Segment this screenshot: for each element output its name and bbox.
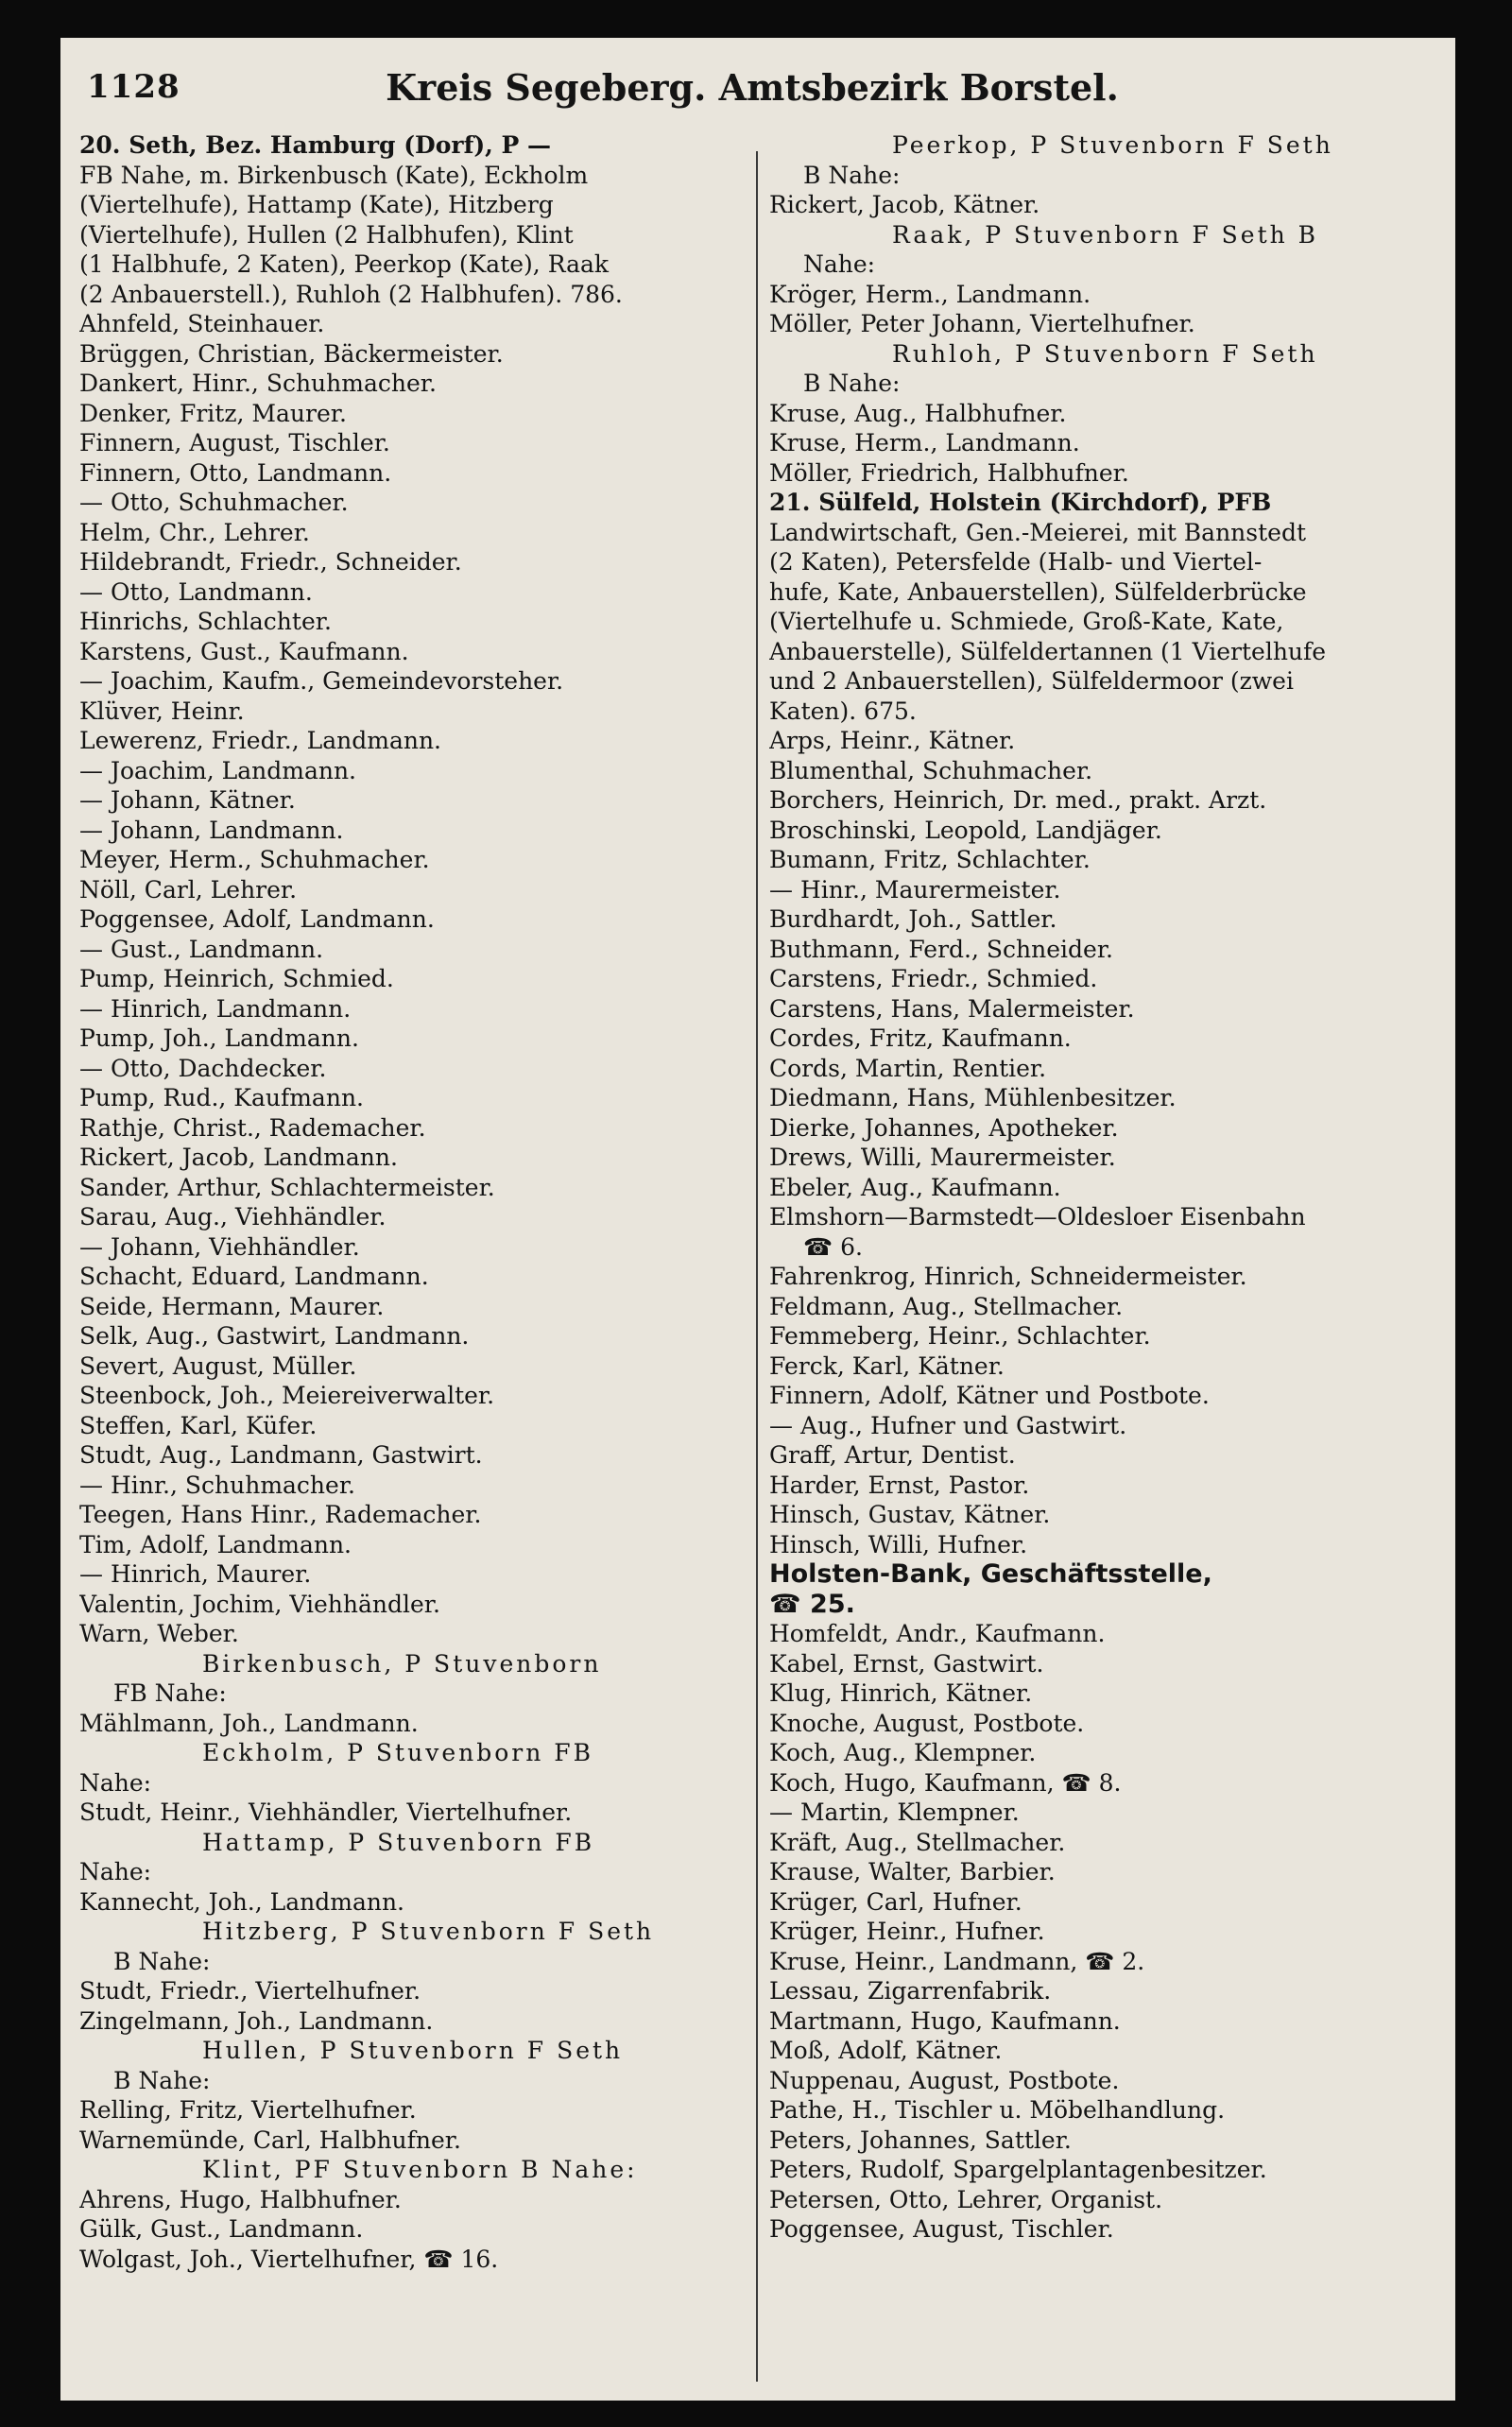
directory-line: Nahe: (803, 250, 876, 278)
running-title: Kreis Segeberg. Amtsbezirk Borstel. (386, 66, 1119, 109)
directory-line: Diedmann, Hans, Mühlenbesitzer. (769, 1084, 1177, 1111)
directory-line: Peters, Rudolf, Spargelplantagenbesitzer. (769, 2156, 1267, 2183)
directory-line: Krüger, Carl, Hufner. (769, 1887, 1022, 1916)
directory-line: Karstens, Gust., Kaufmann. (79, 637, 409, 665)
directory-line: Helm, Chr., Lehrer. (79, 518, 310, 546)
directory-line: Ruhloh, P Stuvenborn F Seth (892, 339, 1318, 368)
directory-line: Rathje, Christ., Rademacher. (79, 1113, 426, 1142)
directory-line: Kannecht, Joh., Landmann. (79, 1887, 405, 1916)
directory-line: Severt, August, Müller. (79, 1351, 357, 1380)
directory-line: Lewerenz, Friedr., Landmann. (79, 727, 442, 754)
directory-line: Krause, Walter, Barbier. (769, 1858, 1056, 1885)
directory-line: Cordes, Fritz, Kaufmann. (769, 1024, 1072, 1052)
directory-line: Nahe: (79, 1768, 152, 1797)
directory-line: Buthmann, Ferd., Schneider. (769, 935, 1113, 963)
directory-line: Tim, Adolf, Landmann. (79, 1530, 352, 1558)
directory-line: Moß, Adolf, Kätner. (769, 2037, 1003, 2064)
directory-line: (Viertelhufe u. Schmiede, Groß-Kate, Kate, (769, 608, 1284, 635)
directory-line: Finnern, Otto, Landmann. (79, 458, 392, 487)
directory-line: Klug, Hinrich, Kätner. (769, 1679, 1033, 1707)
directory-line: — Hinrich, Maurer. (79, 1560, 312, 1588)
directory-line: Koch, Aug., Klempner. (769, 1739, 1037, 1766)
directory-line: Kruse, Aug., Halbhufner. (769, 399, 1067, 427)
directory-line: ☎ 6. (803, 1232, 863, 1261)
directory-line: Schacht, Eduard, Landmann. (79, 1263, 429, 1290)
directory-line: Pump, Joh., Landmann. (79, 1024, 359, 1052)
directory-line: Möller, Peter Johann, Viertelhufner. (769, 310, 1195, 337)
directory-line: ☎ 25. (769, 1589, 855, 1619)
directory-line: Sander, Arthur, Schlachtermeister. (79, 1173, 495, 1201)
directory-line: Studt, Aug., Landmann, Gastwirt. (79, 1441, 483, 1469)
directory-line: B Nahe: (803, 161, 901, 189)
directory-line: Bumann, Fritz, Schlachter. (769, 846, 1091, 873)
directory-line: Ebeler, Aug., Kaufmann. (769, 1173, 1061, 1201)
directory-line: Kabel, Ernst, Gastwirt. (769, 1649, 1044, 1678)
directory-line: Teegen, Hans Hinr., Rademacher. (79, 1501, 482, 1528)
directory-line: Kruse, Heinr., Landmann, ☎ 2. (769, 1947, 1145, 1975)
directory-line: Finnern, August, Tischler. (79, 429, 390, 456)
directory-line: Rickert, Jacob, Landmann. (79, 1144, 398, 1171)
directory-line: Anbauerstelle), Sülfeldertannen (1 Viertelhufe (769, 637, 1327, 665)
directory-line: Femmeberg, Heinr., Schlachter. (769, 1322, 1151, 1350)
directory-line: Harder, Ernst, Pastor. (769, 1471, 1030, 1499)
directory-line: — Gust., Landmann. (79, 935, 324, 963)
directory-line: Seide, Hermann, Maurer. (79, 1292, 385, 1320)
directory-line: Feldmann, Aug., Stellmacher. (769, 1292, 1124, 1320)
directory-line: Kruse, Herm., Landmann. (769, 429, 1080, 456)
page-number: 1128 (87, 68, 180, 106)
page-header (87, 57, 1418, 117)
directory-line: Hitzberg, P Stuvenborn F Seth (202, 1918, 655, 1945)
directory-line: Birkenbusch, P Stuvenborn (202, 1649, 602, 1678)
directory-line: Gülk, Gust., Landmann. (79, 2215, 364, 2243)
directory-line: Poggensee, August, Tischler. (769, 2215, 1114, 2243)
directory-line: Pump, Heinrich, Schmied. (79, 965, 394, 992)
directory-line: FB Nahe, m. Birkenbusch (Kate), Eckholm (79, 161, 589, 189)
directory-line: Hattamp, P Stuvenborn FB (202, 1828, 595, 1856)
directory-line: Meyer, Herm., Schuhmacher. (79, 846, 430, 873)
directory-line: Hildebrandt, Friedr., Schneider. (79, 548, 462, 576)
directory-line: — Otto, Schuhmacher. (79, 489, 349, 516)
directory-line: — Joachim, Kaufm., Gemeindevorsteher. (79, 667, 564, 695)
directory-line: Broschinski, Leopold, Landjäger. (769, 816, 1162, 844)
directory-line: Koch, Hugo, Kaufmann, ☎ 8. (769, 1768, 1122, 1797)
directory-line: Nöll, Carl, Lehrer. (79, 875, 298, 904)
directory-line: Borchers, Heinrich, Dr. med., prakt. Arzt. (769, 786, 1267, 814)
directory-line: und 2 Anbauerstellen), Sülfeldermoor (zwei (769, 667, 1294, 695)
directory-line: Holsten-Bank, Geschäftsstelle, (769, 1559, 1212, 1589)
directory-line: B Nahe: (113, 1947, 211, 1975)
directory-line: Peters, Johannes, Sattler. (769, 2126, 1072, 2154)
directory-line: Petersen, Otto, Lehrer, Organist. (769, 2185, 1163, 2213)
directory-line: Homfeldt, Andr., Kaufmann. (769, 1620, 1106, 1647)
directory-line: Mählmann, Joh., Landmann. (79, 1709, 419, 1737)
directory-line: Steffen, Karl, Küfer. (79, 1411, 318, 1439)
directory-line: Hullen, P Stuvenborn F Seth (202, 2037, 624, 2064)
right-column (769, 130, 1442, 2389)
directory-line: Carstens, Friedr., Schmied. (769, 965, 1098, 992)
directory-line: Carstens, Hans, Malermeister. (769, 994, 1135, 1023)
directory-line: (2 Anbauerstell.), Ruhloh (2 Halbhufen). 786. (79, 280, 623, 308)
directory-line: Nuppenau, August, Postbote. (769, 2066, 1120, 2094)
directory-line: Kräft, Aug., Stellmacher. (769, 1828, 1066, 1856)
directory-line: Hinsch, Gustav, Kätner. (769, 1501, 1051, 1528)
directory-line: Raak, P Stuvenborn F Seth B (892, 220, 1319, 249)
directory-line: Hinrichs, Schlachter. (79, 608, 332, 635)
directory-line: Warnemünde, Carl, Halbhufner. (79, 2126, 461, 2154)
directory-line: Pathe, H., Tischler u. Möbelhandlung. (769, 2096, 1226, 2124)
directory-line: Ahnfeld, Steinhauer. (79, 310, 325, 337)
directory-line: Brüggen, Christian, Bäckermeister. (79, 339, 504, 368)
directory-line: — Martin, Klempner. (769, 1799, 1020, 1826)
directory-line: Arps, Heinr., Kätner. (769, 727, 1016, 754)
directory-line: Ahrens, Hugo, Halbhufner. (79, 2185, 402, 2213)
directory-line: Krüger, Heinr., Hufner. (769, 1918, 1045, 1945)
directory-line: Klint, PF Stuvenborn B Nahe: (202, 2156, 638, 2183)
directory-line: Relling, Fritz, Viertelhufner. (79, 2096, 417, 2124)
directory-line: B Nahe: (803, 370, 901, 397)
directory-line: — Johann, Kätner. (79, 786, 296, 814)
directory-line: Katen). 675. (769, 697, 917, 725)
directory-line: 20. Seth, Bez. Hamburg (Dorf), P — (79, 131, 552, 159)
directory-line: — Hinr., Maurermeister. (769, 875, 1061, 904)
directory-line: Studt, Friedr., Viertelhufner. (79, 1977, 421, 2005)
directory-line: Eckholm, P Stuvenborn FB (202, 1739, 593, 1766)
directory-line: Hinsch, Willi, Hufner. (769, 1530, 1028, 1558)
directory-line: (Viertelhufe), Hattamp (Kate), Hitzberg (79, 191, 554, 218)
directory-line: Blumenthal, Schuhmacher. (769, 756, 1093, 784)
directory-line: Finnern, Adolf, Kätner und Postbote. (769, 1382, 1210, 1409)
directory-line: 21. Sülfeld, Holstein (Kirchdorf), PFB (769, 489, 1272, 516)
directory-line: Fahrenkrog, Hinrich, Schneidermeister. (769, 1263, 1247, 1290)
directory-line: — Hinr., Schuhmacher. (79, 1471, 355, 1499)
column-divider (756, 151, 758, 2382)
directory-line: Poggensee, Adolf, Landmann. (79, 905, 435, 933)
directory-line: Selk, Aug., Gastwirt, Landmann. (79, 1322, 470, 1350)
directory-line: Martmann, Hugo, Kaufmann. (769, 2006, 1121, 2035)
directory-line: Zingelmann, Joh., Landmann. (79, 2006, 434, 2035)
directory-line: Pump, Rud., Kaufmann. (79, 1084, 364, 1111)
directory-line: — Johann, Viehhändler. (79, 1232, 360, 1261)
directory-line: — Johann, Landmann. (79, 816, 344, 844)
directory-line: — Joachim, Landmann. (79, 756, 356, 784)
directory-line: hufe, Kate, Anbauerstellen), Sülfelderbrücke (769, 577, 1307, 606)
directory-line: Knoche, August, Postbote. (769, 1709, 1085, 1737)
directory-line: Denker, Fritz, Maurer. (79, 399, 347, 427)
directory-line: Dankert, Hinr., Schuhmacher. (79, 370, 437, 397)
directory-line: Burdhardt, Joh., Sattler. (769, 905, 1057, 933)
directory-line: Warn, Weber. (79, 1620, 239, 1647)
directory-line: B Nahe: (113, 2066, 211, 2094)
directory-line: — Hinrich, Landmann. (79, 994, 352, 1023)
directory-line: (Viertelhufe), Hullen (2 Halbhufen), Klint (79, 220, 574, 249)
directory-line: Graff, Artur, Dentist. (769, 1441, 1016, 1469)
left-column (79, 130, 752, 2389)
directory-line: Kröger, Herm., Landmann. (769, 280, 1091, 308)
directory-line: Studt, Heinr., Viehhändler, Viertelhufner. (79, 1799, 573, 1826)
directory-line: Nahe: (79, 1858, 152, 1885)
directory-line: Steenbock, Joh., Meiereiverwalter. (79, 1382, 495, 1409)
directory-line: — Aug., Hufner und Gastwirt. (769, 1411, 1127, 1439)
directory-line: Wolgast, Joh., Viertelhufner, ☎ 16. (79, 2245, 499, 2273)
directory-line: Cords, Martin, Rentier. (769, 1054, 1047, 1082)
directory-line: Elmshorn—Barmstedt—Oldesloer Eisenbahn (769, 1203, 1306, 1231)
directory-line: Peerkop, P Stuvenborn F Seth (892, 131, 1333, 159)
directory-line: Klüver, Heinr. (79, 697, 245, 725)
directory-line: FB Nahe: (113, 1679, 227, 1707)
directory-line: Lessau, Zigarrenfabrik. (769, 1977, 1052, 2005)
directory-line: Dierke, Johannes, Apotheker. (769, 1113, 1119, 1142)
directory-page (60, 38, 1455, 2401)
directory-line: (2 Katen), Petersfelde (Halb- und Viertel- (769, 548, 1263, 576)
directory-line: Ferck, Karl, Kätner. (769, 1351, 1005, 1380)
directory-line: Möller, Friedrich, Halbhufner. (769, 458, 1129, 487)
directory-line: Sarau, Aug., Viehhändler. (79, 1203, 387, 1231)
directory-line: Drews, Willi, Maurermeister. (769, 1144, 1116, 1171)
directory-line: Rickert, Jacob, Kätner. (769, 191, 1040, 218)
directory-line: Valentin, Jochim, Viehhändler. (79, 1590, 440, 1618)
directory-line: — Otto, Landmann. (79, 577, 313, 606)
directory-line: (1 Halbhufe, 2 Katen), Peerkop (Kate), Raak (79, 250, 610, 278)
directory-line: — Otto, Dachdecker. (79, 1054, 327, 1082)
directory-line: Landwirtschaft, Gen.-Meierei, mit Bannstedt (769, 518, 1307, 546)
